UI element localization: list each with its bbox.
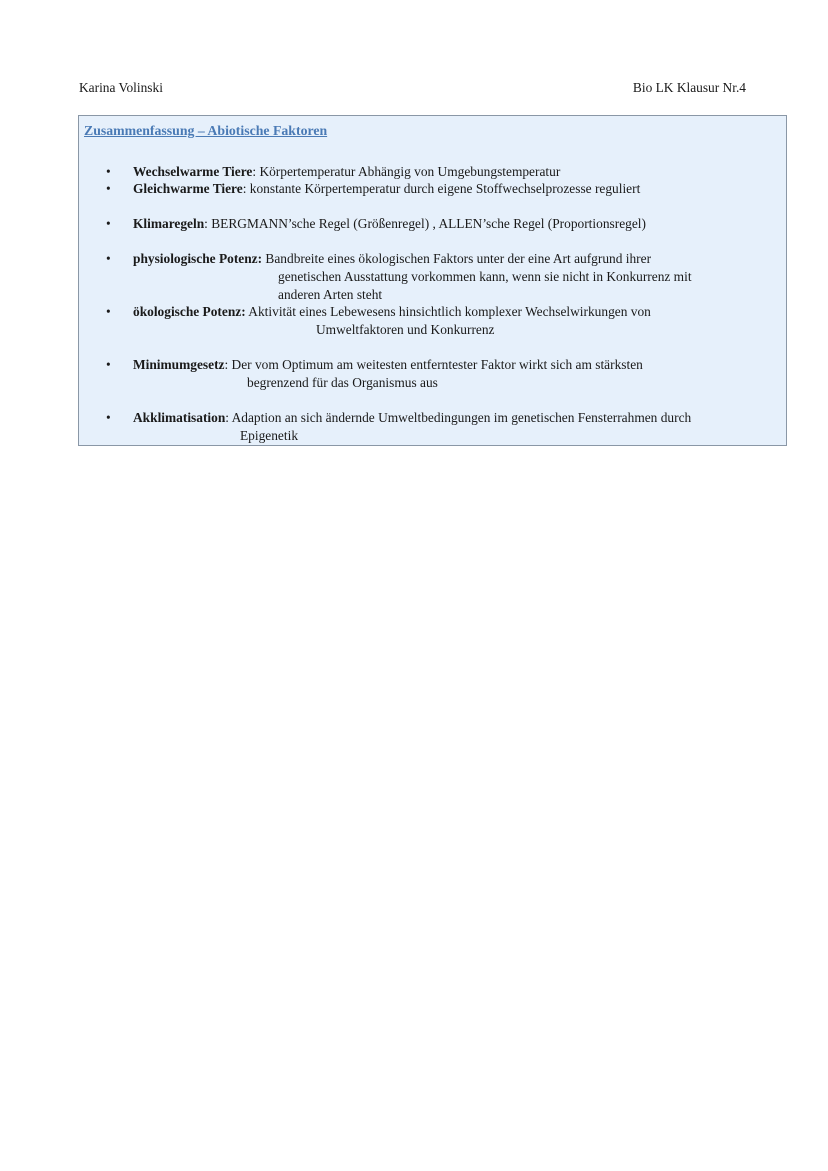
item-term: Klimaregeln xyxy=(133,216,205,231)
bullet-icon: • xyxy=(106,164,111,179)
item-continuation-line: Epigenetik xyxy=(240,428,299,443)
item-term: Akklimatisation xyxy=(133,410,226,425)
item-text: : Körpertemperatur Abhängig von Umgebungstemperatur xyxy=(252,164,561,179)
bullet-icon: • xyxy=(106,251,111,266)
bullet-icon: • xyxy=(106,181,111,196)
item-first-line xyxy=(133,409,691,427)
item-term: physiologische Potenz: xyxy=(133,251,263,266)
item-text: : BERGMANN’sche Regel (Größenregel) , ALLEN’sche Regel (Proportionsregel) xyxy=(204,216,646,231)
item-text: : konstante Körpertemperatur durch eigene Stoffwechselprozesse reguliert xyxy=(242,181,641,196)
item-first-line xyxy=(133,250,651,268)
item-continuation-line: genetischen Ausstattung vorkommen kann, wenn sie nicht in Konkurrenz mit xyxy=(278,269,692,284)
item-text: Bandbreite eines ökologischen Faktors unter der eine Art aufgrund ihrer xyxy=(262,251,652,266)
item-first-line xyxy=(133,215,646,233)
item-term: ökologische Potenz: xyxy=(133,304,246,319)
item-term: Minimumgesetz xyxy=(133,357,225,372)
summary-box xyxy=(78,115,787,446)
item-first-line xyxy=(133,163,560,181)
item-text: Aktivität eines Lebewesens hinsichtlich komplexer Wechselwirkungen von xyxy=(245,304,651,319)
page-header xyxy=(79,79,746,97)
item-first-line xyxy=(133,303,651,321)
exam-title: Bio LK Klausur Nr.4 xyxy=(632,80,746,95)
item-text: : Der vom Optimum am weitesten entferntester Faktor wirkt sich am stärksten xyxy=(224,357,643,372)
bullet-icon: • xyxy=(106,357,111,372)
summary-title: Zusammenfassung – Abiotische Faktoren xyxy=(84,123,328,138)
item-continuation-line: anderen Arten steht xyxy=(278,287,383,302)
item-term: Wechselwarme Tiere xyxy=(133,164,253,179)
bullet-icon: • xyxy=(106,304,111,319)
item-text: : Adaption an sich ändernde Umweltbedingungen im genetischen Fensterrahmen durch xyxy=(225,410,692,425)
item-first-line xyxy=(133,180,640,198)
bullet-icon: • xyxy=(106,216,111,231)
bullet-icon: • xyxy=(106,410,111,425)
item-first-line xyxy=(133,356,643,374)
author-name: Karina Volinski xyxy=(79,80,163,95)
item-term: Gleichwarme Tiere xyxy=(133,181,243,196)
item-continuation-line: Umweltfaktoren und Konkurrenz xyxy=(316,322,495,337)
item-continuation-line: begrenzend für das Organismus aus xyxy=(247,375,438,390)
